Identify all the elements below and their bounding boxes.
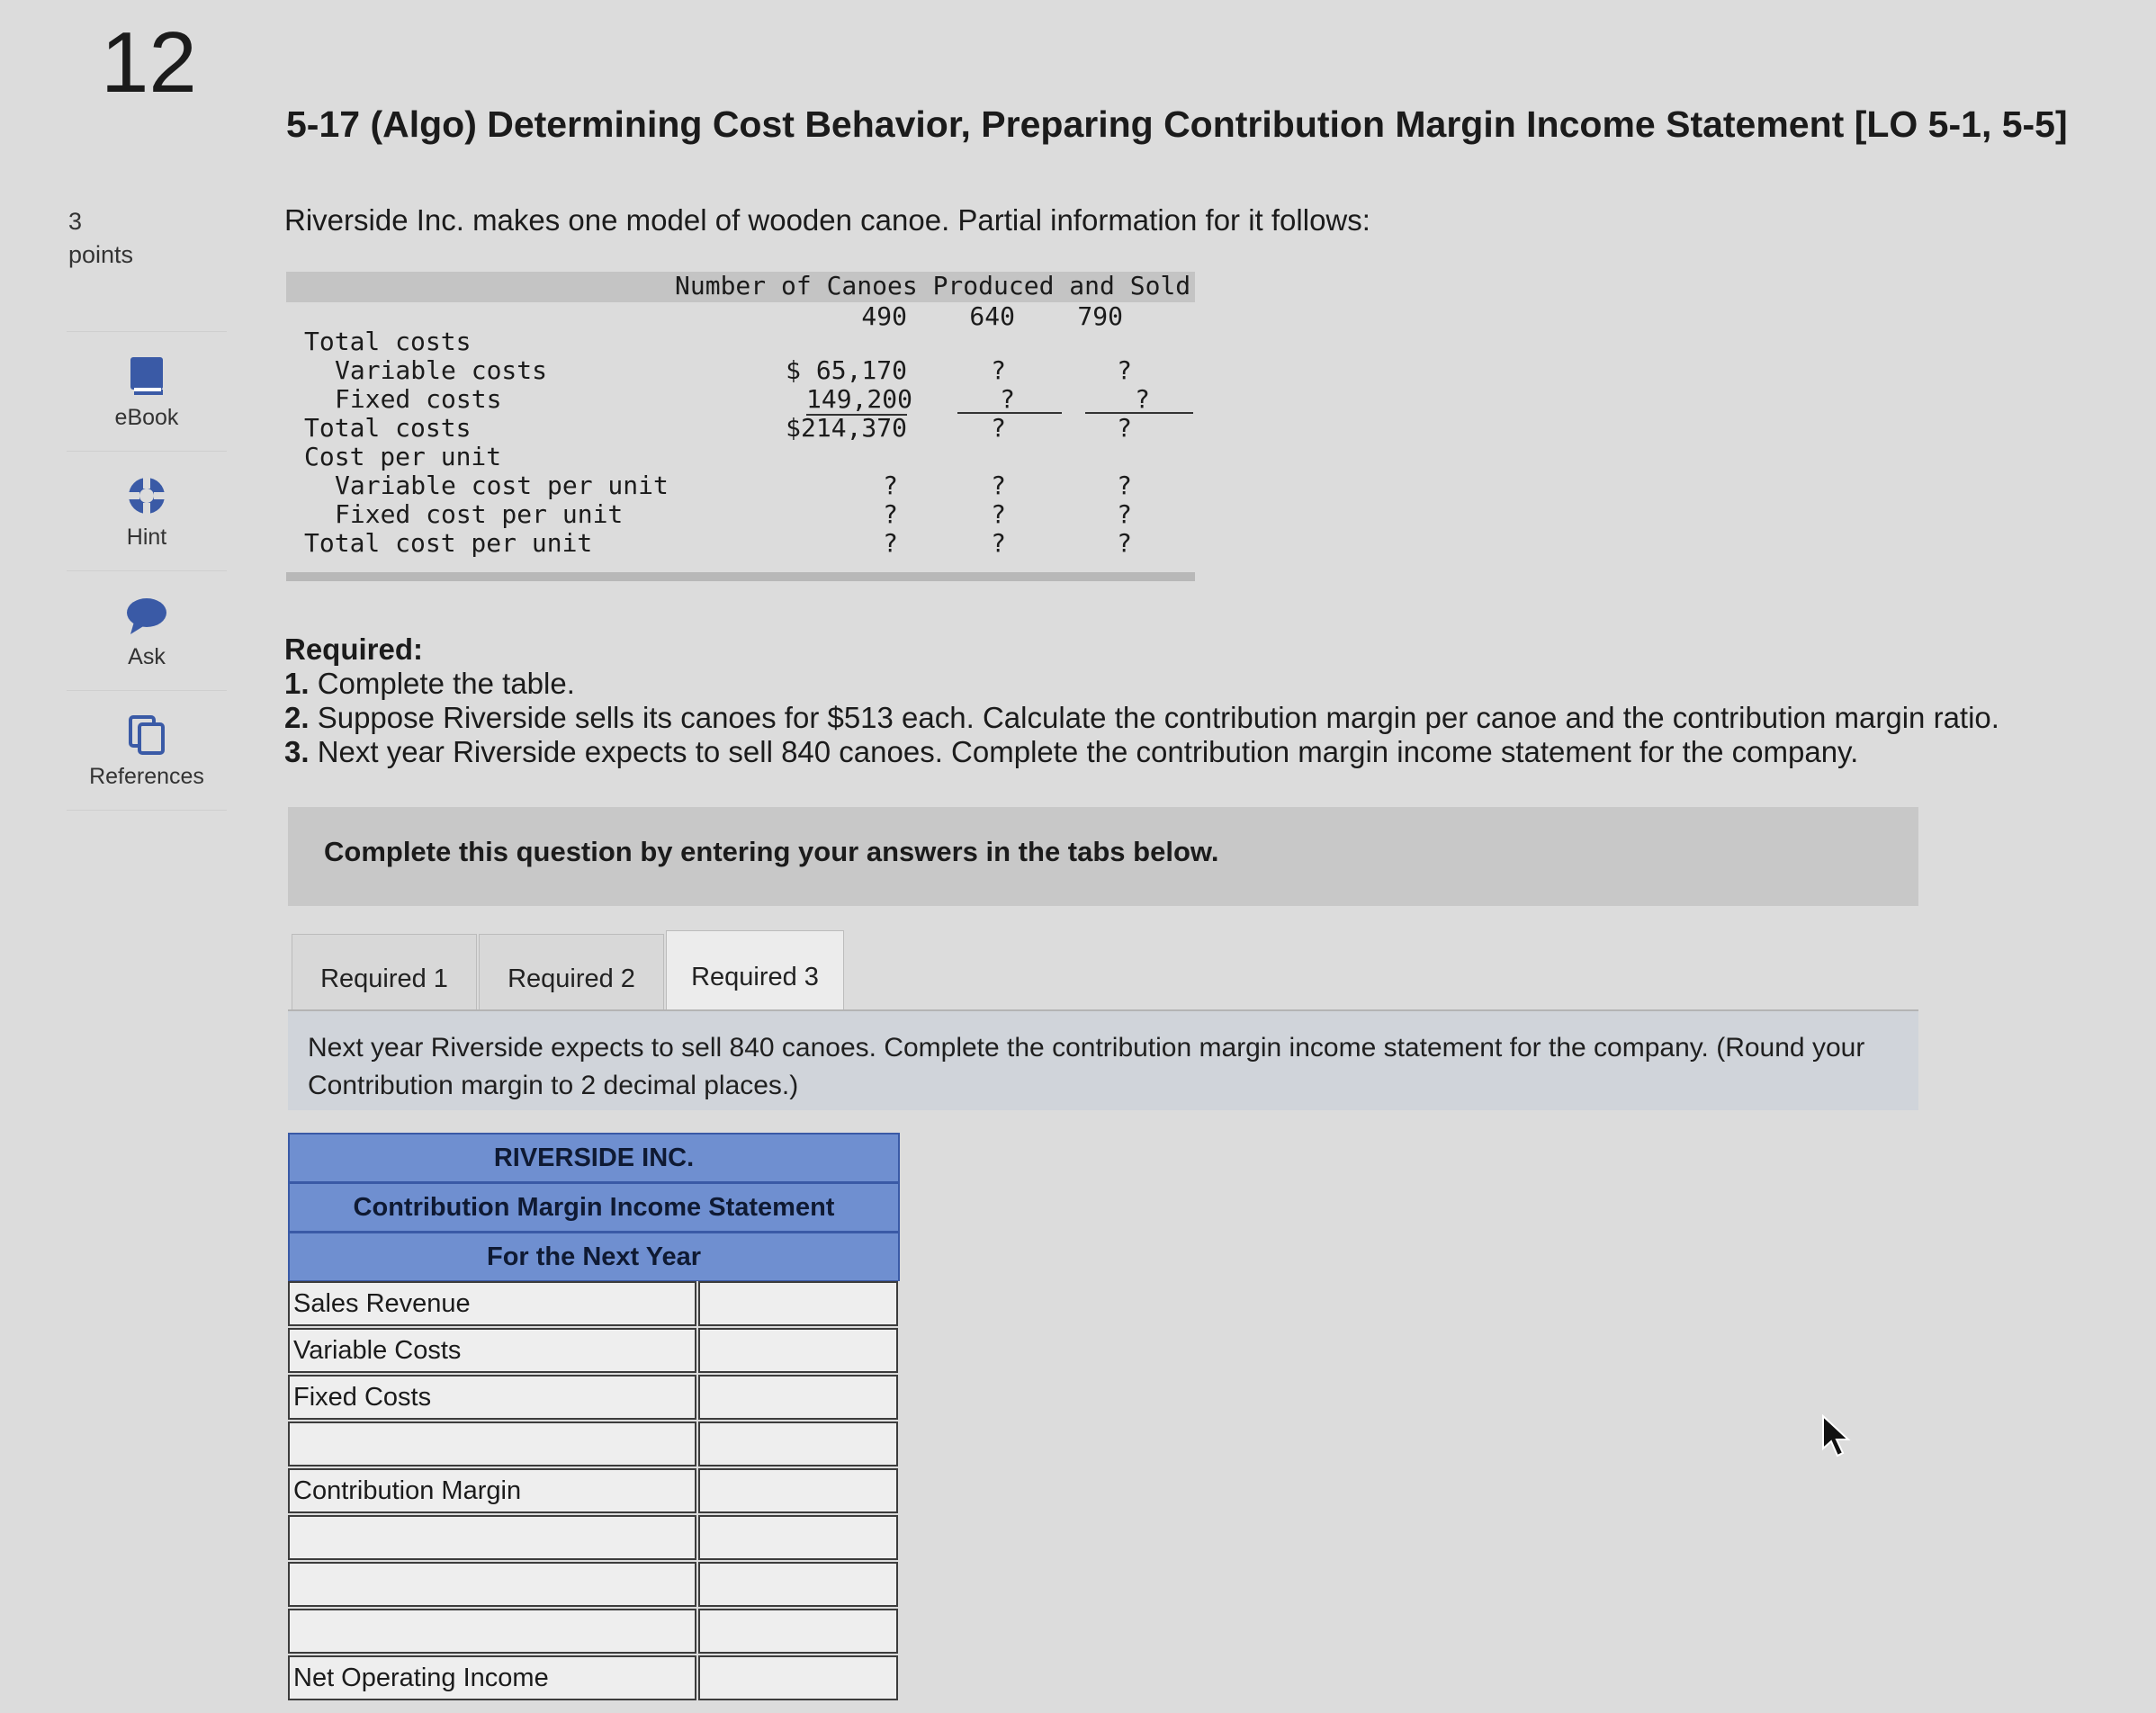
row-label: Total cost per unit xyxy=(304,528,593,558)
ebook-label: eBook xyxy=(114,404,179,430)
statement-body xyxy=(288,1281,900,1713)
copy-pages-icon xyxy=(127,713,166,757)
book-icon xyxy=(129,355,165,397)
table-cell: $ 65,170 xyxy=(786,355,907,385)
income-statement xyxy=(288,1133,900,1713)
cost-data-table xyxy=(286,271,1195,558)
ask-label: Ask xyxy=(128,643,166,669)
table-cell: ? xyxy=(991,355,1006,385)
table-header: Number of Canoes Produced and Sold xyxy=(675,271,1191,300)
hint-label: Hint xyxy=(126,524,167,550)
ask-button[interactable] xyxy=(67,571,227,691)
statement-company: RIVERSIDE INC. xyxy=(288,1133,900,1182)
statement-period: For the Next Year xyxy=(288,1232,900,1281)
table-cell: ? xyxy=(883,471,898,500)
amount-input[interactable] xyxy=(698,1328,898,1373)
table-cell: $214,370 xyxy=(786,413,907,443)
references-button[interactable] xyxy=(67,691,227,811)
row-label: Variable costs xyxy=(335,355,548,385)
statement-row xyxy=(288,1375,900,1420)
amount-input[interactable] xyxy=(698,1515,898,1560)
statement-row xyxy=(288,1281,900,1326)
references-label: References xyxy=(89,763,204,789)
column-header: 790 xyxy=(1077,301,1123,331)
required-item-2: 2. Suppose Riverside sells its canoes for $513 each. Calculate the contribution margin per canoe and the contribution margin ratio. xyxy=(284,701,1999,734)
amount-input[interactable] xyxy=(698,1375,898,1420)
tool-sidebar xyxy=(67,331,227,811)
table-cell: ? xyxy=(1117,499,1132,529)
statement-row xyxy=(288,1422,900,1466)
table-cell: ? xyxy=(1117,413,1132,443)
statement-row xyxy=(288,1655,900,1700)
statement-name: Contribution Margin Income Statement xyxy=(288,1182,900,1232)
row-label-input[interactable] xyxy=(288,1515,696,1560)
table-cell: ? xyxy=(991,499,1006,529)
row-label-input[interactable] xyxy=(288,1562,696,1607)
tab-required-3[interactable]: Required 3 xyxy=(666,930,844,1023)
statement-row xyxy=(288,1562,900,1607)
table-header-bar xyxy=(286,272,1195,302)
chat-bubble-icon xyxy=(125,595,168,636)
statement-row xyxy=(288,1609,900,1654)
table-cell: ? xyxy=(991,528,1006,558)
problem-intro: Riverside Inc. makes one model of wooden canoe. Partial information for it follows: xyxy=(284,203,1370,237)
row-label-input[interactable]: Fixed Costs xyxy=(288,1375,696,1420)
tab-required-1[interactable]: Required 1 xyxy=(292,934,477,1024)
table-cell: ? xyxy=(883,499,898,529)
points-value: 3 xyxy=(68,208,83,235)
points-info xyxy=(68,205,133,273)
instruction-banner xyxy=(288,807,1918,906)
hint-button[interactable] xyxy=(67,452,227,571)
row-label-input[interactable]: Contribution Margin xyxy=(288,1468,696,1513)
amount-input[interactable] xyxy=(698,1468,898,1513)
problem-title: 5-17 (Algo) Determining Cost Behavior, Preparing Contribution Margin Income Statement [LO 5-1, 5-5] xyxy=(286,103,2068,145)
table-cell: ? xyxy=(1117,471,1132,500)
tab-panel xyxy=(288,1009,1918,1110)
tab-required-2[interactable]: Required 2 xyxy=(479,934,664,1024)
row-label: Fixed cost per unit xyxy=(335,499,624,529)
question-number: 12 xyxy=(101,14,197,111)
required-section xyxy=(284,632,1999,769)
required-item-3: 3. Next year Riverside expects to sell 840 canoes. Complete the contribution margin income statement for the company. xyxy=(284,735,1859,768)
row-label: Variable cost per unit xyxy=(335,471,669,500)
table-cell: ? xyxy=(991,413,1006,443)
amount-input[interactable] xyxy=(698,1609,898,1654)
table-cell: 149,200 xyxy=(806,384,913,414)
table-cell: ? xyxy=(1117,528,1132,558)
row-label: Cost per unit xyxy=(304,442,502,471)
instruction-text: Complete this question by entering your answers in the tabs below. xyxy=(324,836,1219,867)
column-header: 490 xyxy=(861,301,907,331)
table-cell: ? xyxy=(883,528,898,558)
amount-input[interactable] xyxy=(698,1562,898,1607)
row-label-input[interactable]: Net Operating Income xyxy=(288,1655,696,1700)
amount-input[interactable] xyxy=(698,1281,898,1326)
row-label: Total costs xyxy=(304,413,472,443)
row-label-input[interactable] xyxy=(288,1609,696,1654)
row-label: Total costs xyxy=(304,327,472,356)
table-cell: ? xyxy=(1085,385,1193,414)
column-header: 640 xyxy=(969,301,1015,331)
statement-row xyxy=(288,1515,900,1560)
required-heading: Required: xyxy=(284,632,424,666)
lifebuoy-icon xyxy=(126,475,167,516)
table-cell: ? xyxy=(957,385,1062,414)
row-label: Fixed costs xyxy=(335,384,502,414)
statement-row xyxy=(288,1468,900,1513)
required-item-1: 1. Complete the table. xyxy=(284,667,575,700)
mouse-cursor-icon xyxy=(1821,1414,1852,1457)
row-label-input[interactable]: Variable Costs xyxy=(288,1328,696,1373)
amount-input[interactable] xyxy=(698,1655,898,1700)
table-cell: ? xyxy=(1117,355,1132,385)
table-cell: ? xyxy=(991,471,1006,500)
table-bottom-bar xyxy=(286,572,1195,581)
points-label: points xyxy=(68,241,134,269)
statement-row xyxy=(288,1328,900,1373)
ebook-button[interactable] xyxy=(67,332,227,452)
row-label-input[interactable]: Sales Revenue xyxy=(288,1281,696,1326)
row-label-input[interactable] xyxy=(288,1422,696,1466)
tab-instructions: Next year Riverside expects to sell 840 canoes. Complete the contribution margin income statement for the company. (Round your Contribution margin to 2 decimal places.) xyxy=(308,1033,1865,1100)
amount-input[interactable] xyxy=(698,1422,898,1466)
